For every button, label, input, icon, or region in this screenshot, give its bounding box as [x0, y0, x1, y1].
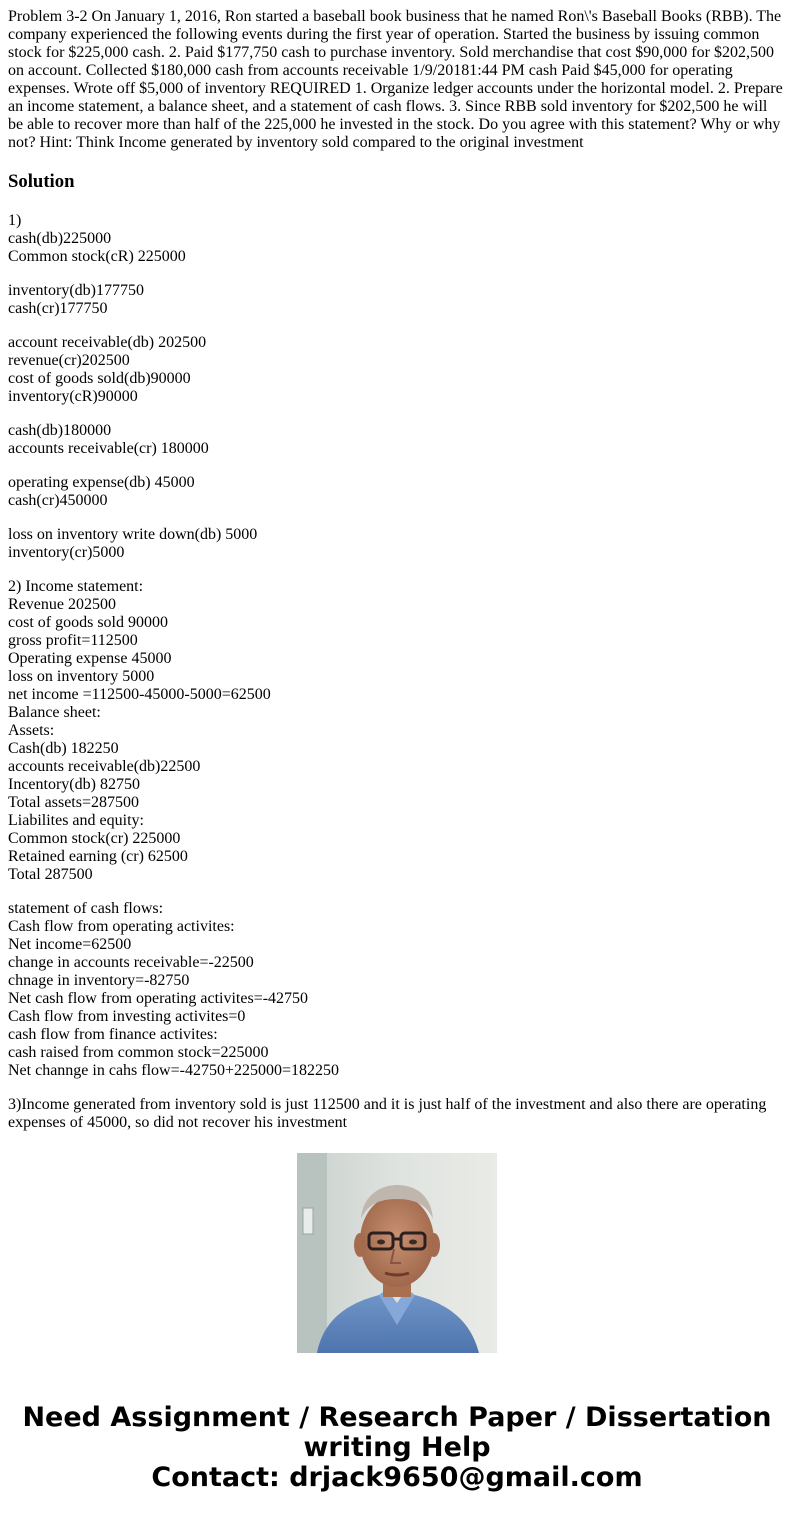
statement-line: Balance sheet:	[8, 704, 101, 721]
problem-statement: Problem 3-2 On January 1, 2016, Ron started a baseball book business that he named Ron\'s Baseball Books (RBB). The company experienced the following events during the first year of operation. Started the business by issuing common stock for $225,000 cash. 2. Paid $177,750 cash to purchase inventory. Sold merchandise that cost $90,000 for $202,500 on account. Collected $180,000 cash from accounts receivable 1/9/20181:44 PM cash Paid $45,000 for operating expenses. Wrote off $5,000 of inventory REQUIRED 1. Organize ledger accounts under the horizontal model. 2. Prepare an income statement, a balance sheet, and a statement of cash flows. 3. Since RBB sold inventory for $202,500 he will be able to recover more than half of the 225,000 he invested in the stock. Do you agree with this statement? Why or why not? Hint: Think Income generated by inventory sold compared to the original investment	[8, 8, 783, 151]
promo-banner	[0, 1403, 794, 1493]
statement-line: Cash(db) 182250	[8, 740, 119, 757]
entry-line: accounts receivable(cr) 180000	[8, 440, 209, 457]
statement-line: net income =112500-45000-5000=62500	[8, 686, 271, 703]
statement-line: Retained earning (cr) 62500	[8, 848, 188, 865]
part1-journal-entries	[8, 212, 786, 562]
statement-line: Revenue 202500	[8, 596, 116, 613]
cash-flow-line: cash raised from common stock=225000	[8, 1044, 269, 1061]
statement-line: Operating expense 45000	[8, 650, 172, 667]
cash-flow-line: Net income=62500	[8, 936, 132, 953]
entry-line: Common stock(cR) 225000	[8, 248, 186, 265]
entry-block	[8, 526, 786, 562]
entry-line: account receivable(db) 202500	[8, 334, 207, 351]
statement-line: cost of goods sold 90000	[8, 614, 168, 631]
statement-line: Assets:	[8, 722, 55, 739]
author-portrait-image	[297, 1153, 497, 1353]
statement-line: accounts receivable(db)22500	[8, 758, 201, 775]
part3-answer	[8, 1096, 786, 1132]
entry-line: loss on inventory write down(db) 5000	[8, 526, 258, 543]
part2-financial-statements	[8, 578, 786, 884]
entry-line: inventory(cR)90000	[8, 388, 138, 405]
author-avatar	[297, 1153, 497, 1353]
cash-flow-line: Cash flow from operating activites:	[8, 918, 235, 935]
entry-block	[8, 212, 786, 266]
entry-line: inventory(db)177750	[8, 282, 144, 299]
entry-block	[8, 334, 786, 406]
cash-flow-line: Net channge in cahs flow=-42750+225000=182250	[8, 1062, 340, 1079]
statement-line: Incentory(db) 82750	[8, 776, 140, 793]
part1-label: 1)	[8, 212, 22, 229]
promo-line-2: writing Help	[303, 1432, 491, 1463]
cash-flow-line: cash flow from finance activites:	[8, 1026, 218, 1043]
entry-line: cost of goods sold(db)90000	[8, 370, 191, 387]
statement-line: Liabilites and equity:	[8, 812, 144, 829]
entry-block	[8, 422, 786, 458]
cash-flow-line: chnage in inventory=-82750	[8, 972, 190, 989]
entry-line: inventory(cr)5000	[8, 544, 125, 561]
entry-line: cash(cr)450000	[8, 492, 108, 509]
cash-flow-line: statement of cash flows:	[8, 900, 164, 917]
statement-line: gross profit=112500	[8, 632, 138, 649]
entry-line: cash(cr)177750	[8, 300, 108, 317]
cash-flow-line: change in accounts receivable=-22500	[8, 954, 254, 971]
entry-line: cash(db)180000	[8, 422, 112, 439]
statement-line: Common stock(cr) 225000	[8, 830, 181, 847]
entry-line: cash(db)225000	[8, 230, 112, 247]
cash-flow-statement	[8, 900, 786, 1080]
statement-line: loss on inventory 5000	[8, 668, 155, 685]
statement-line: 2) Income statement:	[8, 578, 144, 595]
solution-heading: Solution	[8, 171, 75, 192]
entry-block	[8, 474, 786, 510]
statement-line: Total 287500	[8, 866, 93, 883]
promo-contact: Contact: drjack9650@gmail.com	[151, 1462, 643, 1493]
entry-block	[8, 282, 786, 318]
entry-line: revenue(cr)202500	[8, 352, 130, 369]
statement-line: Total assets=287500	[8, 794, 139, 811]
cash-flow-line: Cash flow from investing activites=0	[8, 1008, 246, 1025]
entry-line: operating expense(db) 45000	[8, 474, 195, 491]
part3-text: 3)Income generated from inventory sold is just 112500 and it is just half of the investment and also there are operating expenses of 45000, so did not recover his investment	[8, 1096, 767, 1131]
document-content	[8, 8, 786, 1131]
promo-line-1: Need Assignment / Research Paper / Dissertation	[22, 1402, 772, 1433]
cash-flow-line: Net cash flow from operating activites=-42750	[8, 990, 309, 1007]
